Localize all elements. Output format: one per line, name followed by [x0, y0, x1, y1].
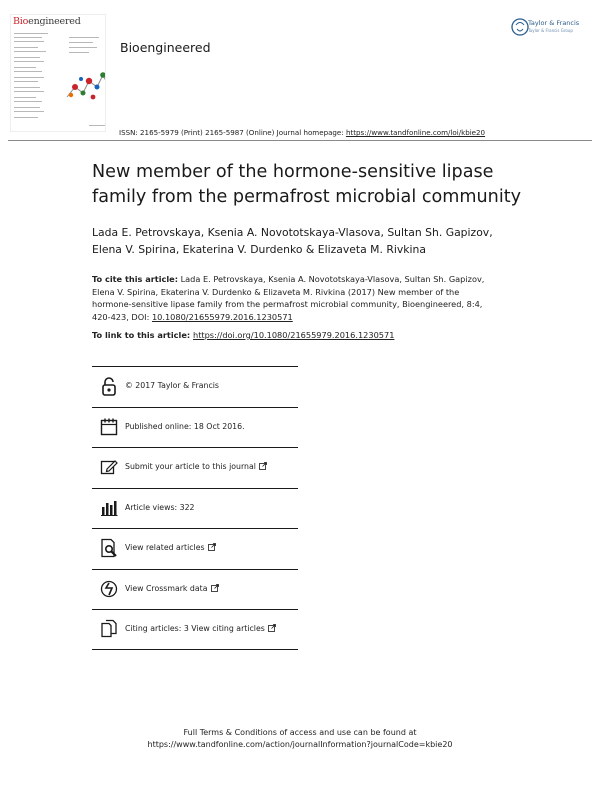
article-doi-url-link[interactable]: https://doi.org/10.1080/21655979.2016.1230571 [193, 330, 395, 340]
external-link-icon [268, 624, 276, 632]
footer-terms-link[interactable]: https://www.tandfonline.com/action/journalInformation?journalCode=kbie20 [147, 740, 453, 749]
crossmark-item[interactable] [92, 569, 298, 610]
issn-line: ISSN: 2165-5979 (Print) 2165-5987 (Online) Journal homepage: https://www.tandfonline.com/loi/kbie20 [119, 128, 486, 137]
link-label: To link to this article: [92, 330, 193, 340]
article-info-list [92, 366, 298, 650]
footer-terms-text: Full Terms & Conditions of access and use can be found at [183, 728, 417, 737]
article-link-row [92, 330, 394, 340]
cover-title: Bioengineered [13, 16, 81, 27]
edit-pencil-icon [100, 457, 118, 477]
citation-label: To cite this article: [92, 274, 178, 284]
submit-article-label[interactable]: Submit your article to this journal [125, 462, 267, 471]
copyright-label: © 2017 Taylor & Francis [125, 381, 219, 390]
article-views-item [92, 488, 298, 529]
open-access-lock-icon [100, 376, 118, 396]
bar-chart-icon [100, 498, 118, 518]
publisher-subtitle: Taylor & Francis Group [528, 28, 573, 33]
copyright-item [92, 366, 298, 407]
related-articles-item[interactable] [92, 528, 298, 569]
external-link-icon [208, 543, 216, 551]
citing-articles-label[interactable]: Citing articles: 3 View citing articles [125, 624, 276, 633]
publisher-name: Taylor & Francis [528, 19, 580, 27]
doi-link[interactable]: 10.1080/21655979.2016.1230571 [151, 311, 293, 322]
citation-block: To cite this article: Lada E. Petrovskaya, Ksenia A. Novototskaya-Vlasova, Sultan Sh. Gapizov, Elena V. Spirina, Ekaterina V. Durdenko & Elizaveta M. Rivkina (2017) New member of the hormone-sensitive lipase family from the permafrost microbial community, Bioengineered, 8:4, 420-423, DOI: 10.1080/21655979.2016.1230571 [92, 274, 485, 322]
molecule-illustration-icon [63, 67, 106, 107]
journal-name: Bioengineered [120, 40, 211, 55]
header-divider [8, 140, 592, 141]
external-link-icon [259, 462, 267, 470]
article-title: New member of the hormone-sensitive lipase family from the permafrost microbial community [92, 162, 522, 207]
submit-article-item[interactable] [92, 447, 298, 488]
crossmark-icon [100, 579, 118, 599]
journal-homepage-link[interactable]: https://www.tandfonline.com/loi/kbie20 [345, 128, 486, 137]
published-online-label: Published online: 18 Oct 2016. [125, 421, 245, 431]
copy-documents-icon [100, 619, 118, 639]
published-online-item [92, 407, 298, 448]
article-views-label: Article views: 322 [125, 502, 195, 512]
related-articles-label[interactable]: View related articles [125, 543, 216, 552]
document-search-icon [100, 538, 118, 558]
footer-terms [0, 727, 600, 751]
crossmark-label[interactable]: View Crossmark data [125, 584, 219, 593]
external-link-icon [211, 584, 219, 592]
article-authors: Lada E. Petrovskaya, Ksenia A. Novototskaya-Vlasova, Sultan Sh. Gapizov, Elena V. Spirina, Ekaterina V. Durdenko & Elizaveta M. Rivkina [92, 226, 493, 256]
calendar-icon [100, 417, 118, 437]
journal-cover-thumbnail [10, 14, 106, 132]
citing-articles-item[interactable] [92, 609, 298, 650]
